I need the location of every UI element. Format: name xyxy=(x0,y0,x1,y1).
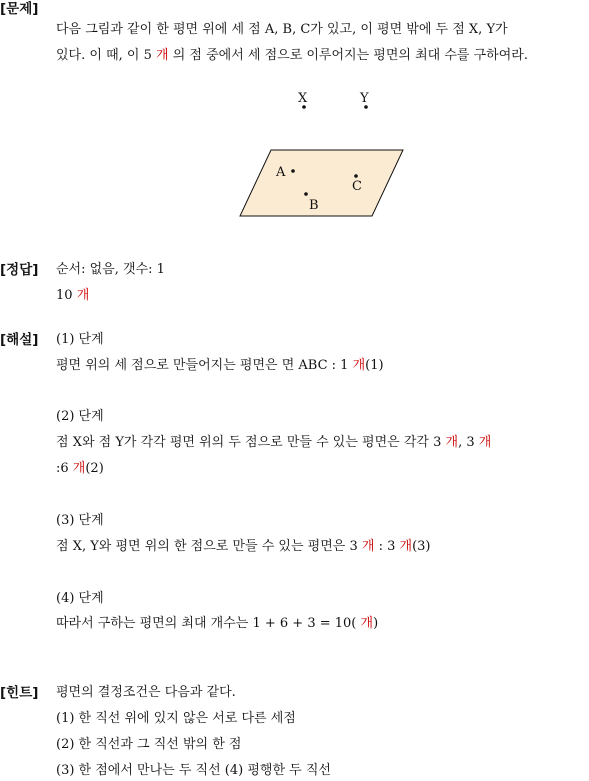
label-x: X xyxy=(298,91,308,106)
step3-text: 점 X, Y와 평면 위의 한 점으로 만들 수 있는 평면은 3 개 : 3 개(3) xyxy=(56,539,431,554)
hint-line2: (1) 한 직선 위에 있지 않은 서로 다른 세점 xyxy=(56,711,296,726)
answer-line2: 10 개 xyxy=(56,288,90,303)
problem-label: [문제] xyxy=(0,1,39,17)
step4-text: 따라서 구하는 평면의 최대 개수는 1 + 6 + 3 = 10( 개) xyxy=(56,616,379,631)
point-a xyxy=(291,169,295,173)
hint-line1: 평면의 결정조건은 다음과 같다. xyxy=(56,685,236,700)
plane-figure xyxy=(0,0,589,240)
point-b xyxy=(304,192,308,196)
answer-label: [정답] xyxy=(0,262,39,278)
step2-title: (2) 단계 xyxy=(56,409,104,424)
point-c xyxy=(354,174,358,178)
label-a: A xyxy=(276,165,286,180)
label-c: C xyxy=(352,179,362,194)
label-b: B xyxy=(309,198,319,213)
hint-label: [힌트] xyxy=(0,685,39,701)
step2-text-line2: :6 개(2) xyxy=(56,461,104,476)
problem-text-line1: 다음 그림과 같이 한 평면 위에 세 점 A, B, C가 있고, 이 평면 밖에 두 점 X, Y가 xyxy=(56,22,508,37)
step1-text: 평면 위의 세 점으로 만들어지는 평면은 면 ABC : 1 개(1) xyxy=(56,358,384,373)
label-y: Y xyxy=(360,91,369,106)
step1-title: (1) 단계 xyxy=(56,332,104,347)
step4-title: (4) 단계 xyxy=(56,591,104,606)
step3-title: (3) 단계 xyxy=(56,513,104,528)
step2-text-line1: 점 X와 점 Y가 각각 평면 위의 두 점으로 만들 수 있는 평면은 각각 3 개, 3 개 xyxy=(56,435,492,450)
answer-line1: 순서: 없음, 갯수: 1 xyxy=(56,262,165,277)
plane-parallelogram xyxy=(240,150,403,216)
hint-line4: (3) 한 점에서 만나는 두 직선 (4) 평행한 두 직선 xyxy=(56,763,331,778)
problem-text-line2: 있다. 이 때, 이 5 개 의 점 중에서 세 점으로 이루어지는 평면의 최대 수를 구하여라. xyxy=(56,48,528,63)
hint-line3: (2) 한 직선과 그 직선 밖의 한 점 xyxy=(56,737,242,752)
explanation-label: [해설] xyxy=(0,332,39,348)
